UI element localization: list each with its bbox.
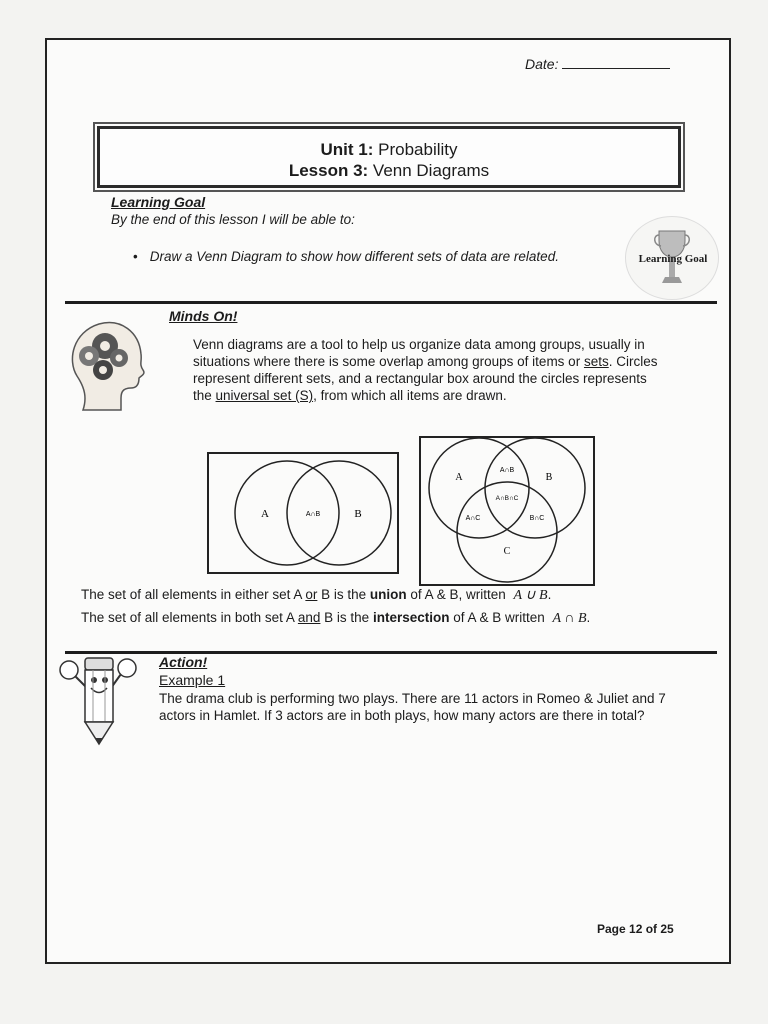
head-gears-icon xyxy=(65,312,145,422)
intersection-definition: The set of all elements in both set A and B is the intersection of A & B written A ∩ B. xyxy=(81,610,591,626)
pencil-mascot-icon xyxy=(53,650,143,755)
example-problem-text: The drama club is performing two plays. There are 11 actors in Romeo & Juliet and 7 actors in Hamlet. If 3 actors are in both plays, how many actors are there in total? xyxy=(159,691,666,723)
example-label: Example 1 xyxy=(159,672,226,688)
venn-three-label-c: C xyxy=(503,546,511,557)
venn-three-label-b-and-c: B∩C xyxy=(529,515,545,522)
venn-two-label-b: B xyxy=(354,508,362,520)
venn-two-label-a: A xyxy=(261,508,269,520)
venn-three-label-a-and-b: A∩B xyxy=(499,467,515,474)
learning-goal-heading: Learning Goal xyxy=(111,194,206,210)
venn-three-label-a-and-b-and-c: A∩B∩C xyxy=(495,495,519,502)
learning-goal-bullet: • Draw a Venn Diagram to show how different sets of data are related. xyxy=(133,249,559,264)
learning-goal-icon-label: Learning Goal xyxy=(638,253,708,265)
title-box xyxy=(97,126,681,188)
date-blank-line xyxy=(562,56,670,69)
minds-on-paragraph: Venn diagrams are a tool to help us organize data among groups, usually in situations where there is some overlap among groups of items or sets. Circles represent different sets, and a rectangular box around the circles represents the universal set (S), from which all items are drawn. xyxy=(193,337,658,403)
venn-three-label-a: A xyxy=(455,472,463,483)
union-definition: The set of all elements in either set A or B is the union of A & B, written A ∪ B. xyxy=(81,587,552,603)
date-field xyxy=(525,56,670,72)
section-divider xyxy=(65,301,717,304)
union-notation: A ∪ B xyxy=(513,588,548,603)
lesson-title: Lesson 3: Venn Diagrams xyxy=(288,161,490,180)
worksheet-page xyxy=(45,38,731,964)
action-heading: Action! xyxy=(159,654,208,670)
venn-two-label-a-and-b: A∩B xyxy=(305,511,321,518)
minds-on-heading: Minds On! xyxy=(169,308,238,324)
page-number: Page 12 of 25 xyxy=(597,922,674,936)
date-label: Date: xyxy=(525,56,559,72)
learning-goal-intro: By the end of this lesson I will be able to: xyxy=(111,212,355,227)
intersection-notation: A ∩ B xyxy=(552,611,587,626)
venn-three-label-b: B xyxy=(545,472,553,483)
unit-title: Unit 1: Probability xyxy=(320,140,458,159)
three-set-venn-diagram xyxy=(419,436,595,586)
venn-three-label-a-and-c: A∩C xyxy=(465,515,481,522)
two-set-venn-diagram xyxy=(207,452,399,574)
